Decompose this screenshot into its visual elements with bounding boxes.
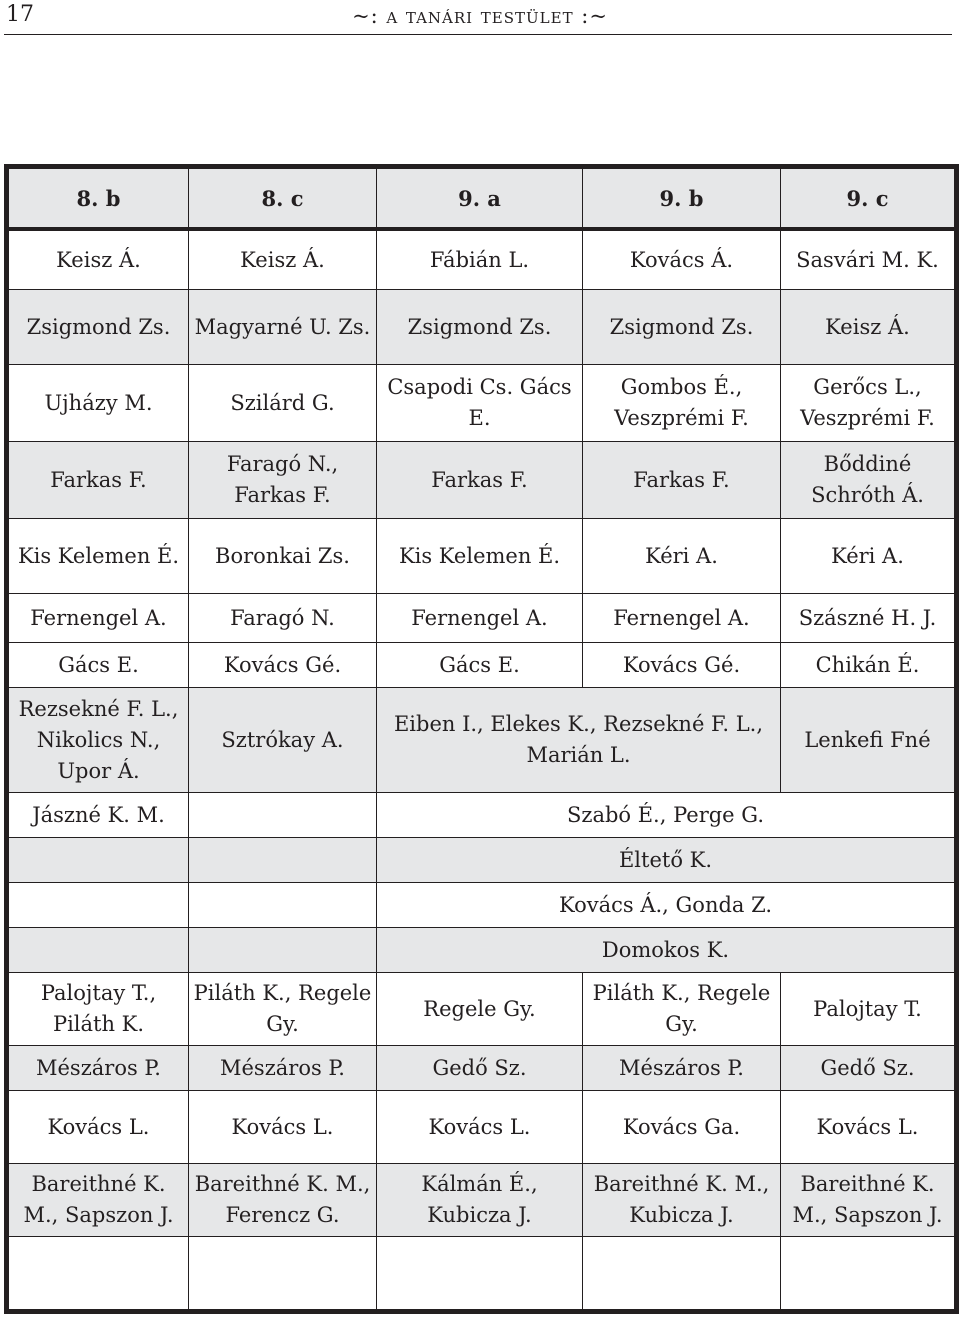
table-cell: Fernengel A. [7, 594, 189, 643]
column-header: 9. c [781, 167, 957, 230]
table-row [7, 1091, 957, 1164]
table-cell: Mészáros P. [583, 1046, 781, 1091]
table-cell: Szabó É., Perge G. [377, 793, 957, 838]
table-cell: Piláth K., Regele Gy. [189, 973, 377, 1046]
table-row [7, 838, 957, 883]
table-cell: Zsigmond Zs. [7, 290, 189, 365]
table-cell: Jászné K. M. [7, 793, 189, 838]
table-row [7, 883, 957, 928]
table-row [7, 519, 957, 594]
table-cell: Kovács Á. [583, 229, 781, 290]
table-cell: Palojtay T. [781, 973, 957, 1046]
table-cell: Zsigmond Zs. [377, 290, 583, 365]
table-cell: Domokos K. [377, 928, 957, 973]
table-cell: Zsigmond Zs. [583, 290, 781, 365]
table-cell: Kovács L. [781, 1091, 957, 1164]
table-cell [189, 883, 377, 928]
table-cell: Kovács Gé. [583, 643, 781, 688]
table-cell: Rezsekné F. L., Nikolics N., Upor Á. [7, 688, 189, 793]
table-cell: Mészáros P. [189, 1046, 377, 1091]
table-cell: Lenkefi Fné [781, 688, 957, 793]
table-cell: Éltető K. [377, 838, 957, 883]
table-cell: Kálmán É., Kubicza J. [377, 1164, 583, 1237]
table-cell: Kis Kelemen É. [377, 519, 583, 594]
table-cell: Kis Kelemen É. [7, 519, 189, 594]
table-cell: Boronkai Zs. [189, 519, 377, 594]
table-row [7, 365, 957, 442]
table-cell: Fernengel A. [377, 594, 583, 643]
table-cell: Kovács L. [189, 1091, 377, 1164]
table-cell: Keisz Á. [189, 229, 377, 290]
table-cell: Ujházy M. [7, 365, 189, 442]
table-cell: Mészáros P. [7, 1046, 189, 1091]
table-row [7, 643, 957, 688]
table-cell: Farkas F. [583, 442, 781, 519]
table-cell: Kovács Ga. [583, 1091, 781, 1164]
table-cell: Gedő Sz. [377, 1046, 583, 1091]
table-row [7, 973, 957, 1046]
table-cell [583, 1237, 781, 1312]
table-cell: Piláth K., Regele Gy. [583, 973, 781, 1046]
table-cell: Regele Gy. [377, 973, 583, 1046]
page-number: 17 [6, 2, 34, 27]
column-header: 9. b [583, 167, 781, 230]
table-row [7, 928, 957, 973]
table-cell [781, 1237, 957, 1312]
table-cell: Kovács Gé. [189, 643, 377, 688]
table-cell: Kovács L. [377, 1091, 583, 1164]
table-cell: Kovács Á., Gonda Z. [377, 883, 957, 928]
table-cell [7, 1237, 189, 1312]
table-cell: Eiben I., Elekes K., Rezsekné F. L., Marián L. [377, 688, 781, 793]
table-cell: Gács E. [7, 643, 189, 688]
table-cell: Bareithné K. M., Sapszon J. [7, 1164, 189, 1237]
header-rule [4, 34, 952, 35]
table-cell [7, 928, 189, 973]
table-cell: Farkas F. [377, 442, 583, 519]
table-row [7, 688, 957, 793]
table-cell: Chikán É. [781, 643, 957, 688]
column-header: 8. b [7, 167, 189, 230]
table-cell: Csapodi Cs. Gács E. [377, 365, 583, 442]
table-cell: Farkas F. [7, 442, 189, 519]
table-row [7, 793, 957, 838]
table-cell: Bareithné K. M., Ferencz G. [189, 1164, 377, 1237]
table-row [7, 442, 957, 519]
table-cell: Palojtay T., Piláth K. [7, 973, 189, 1046]
table-cell: Sasvári M. K. [781, 229, 957, 290]
column-header: 8. c [189, 167, 377, 230]
table-cell: Kéri A. [781, 519, 957, 594]
table-cell [189, 1237, 377, 1312]
table-cell: Kéri A. [583, 519, 781, 594]
table-cell: Sztrókay A. [189, 688, 377, 793]
table-cell: Kovács L. [7, 1091, 189, 1164]
table-cell: Fernengel A. [583, 594, 781, 643]
table-header-row [7, 167, 957, 230]
table-cell: Bőddiné Schróth Á. [781, 442, 957, 519]
table-cell: Fábián L. [377, 229, 583, 290]
table-cell [189, 928, 377, 973]
table-cell [7, 883, 189, 928]
table-row [7, 290, 957, 365]
table-cell: Faragó N. [189, 594, 377, 643]
table-cell: Gerőcs L., Veszprémi F. [781, 365, 957, 442]
table-cell: Gedő Sz. [781, 1046, 957, 1091]
table-row [7, 1237, 957, 1312]
table-cell [189, 838, 377, 883]
table-cell: Szilárd G. [189, 365, 377, 442]
table-cell: Gombos É., Veszprémi F. [583, 365, 781, 442]
table-cell: Gács E. [377, 643, 583, 688]
table-cell [189, 793, 377, 838]
table-cell: Bareithné K. M., Kubicza J. [583, 1164, 781, 1237]
running-title: ~: a tanári testület :~ [352, 4, 608, 28]
table-row [7, 594, 957, 643]
table-cell: Keisz Á. [781, 290, 957, 365]
table-row [7, 1046, 957, 1091]
table-row [7, 1164, 957, 1237]
table-cell [7, 838, 189, 883]
page-header [0, 0, 960, 36]
table-cell: Bareithné K. M., Sapszon J. [781, 1164, 957, 1237]
column-header: 9. a [377, 167, 583, 230]
table-cell: Faragó N., Farkas F. [189, 442, 377, 519]
staff-table [4, 164, 959, 1314]
table-cell: Szászné H. J. [781, 594, 957, 643]
table-row [7, 229, 957, 290]
table-cell: Magyarné U. Zs. [189, 290, 377, 365]
table-cell: Keisz Á. [7, 229, 189, 290]
table-cell [377, 1237, 583, 1312]
